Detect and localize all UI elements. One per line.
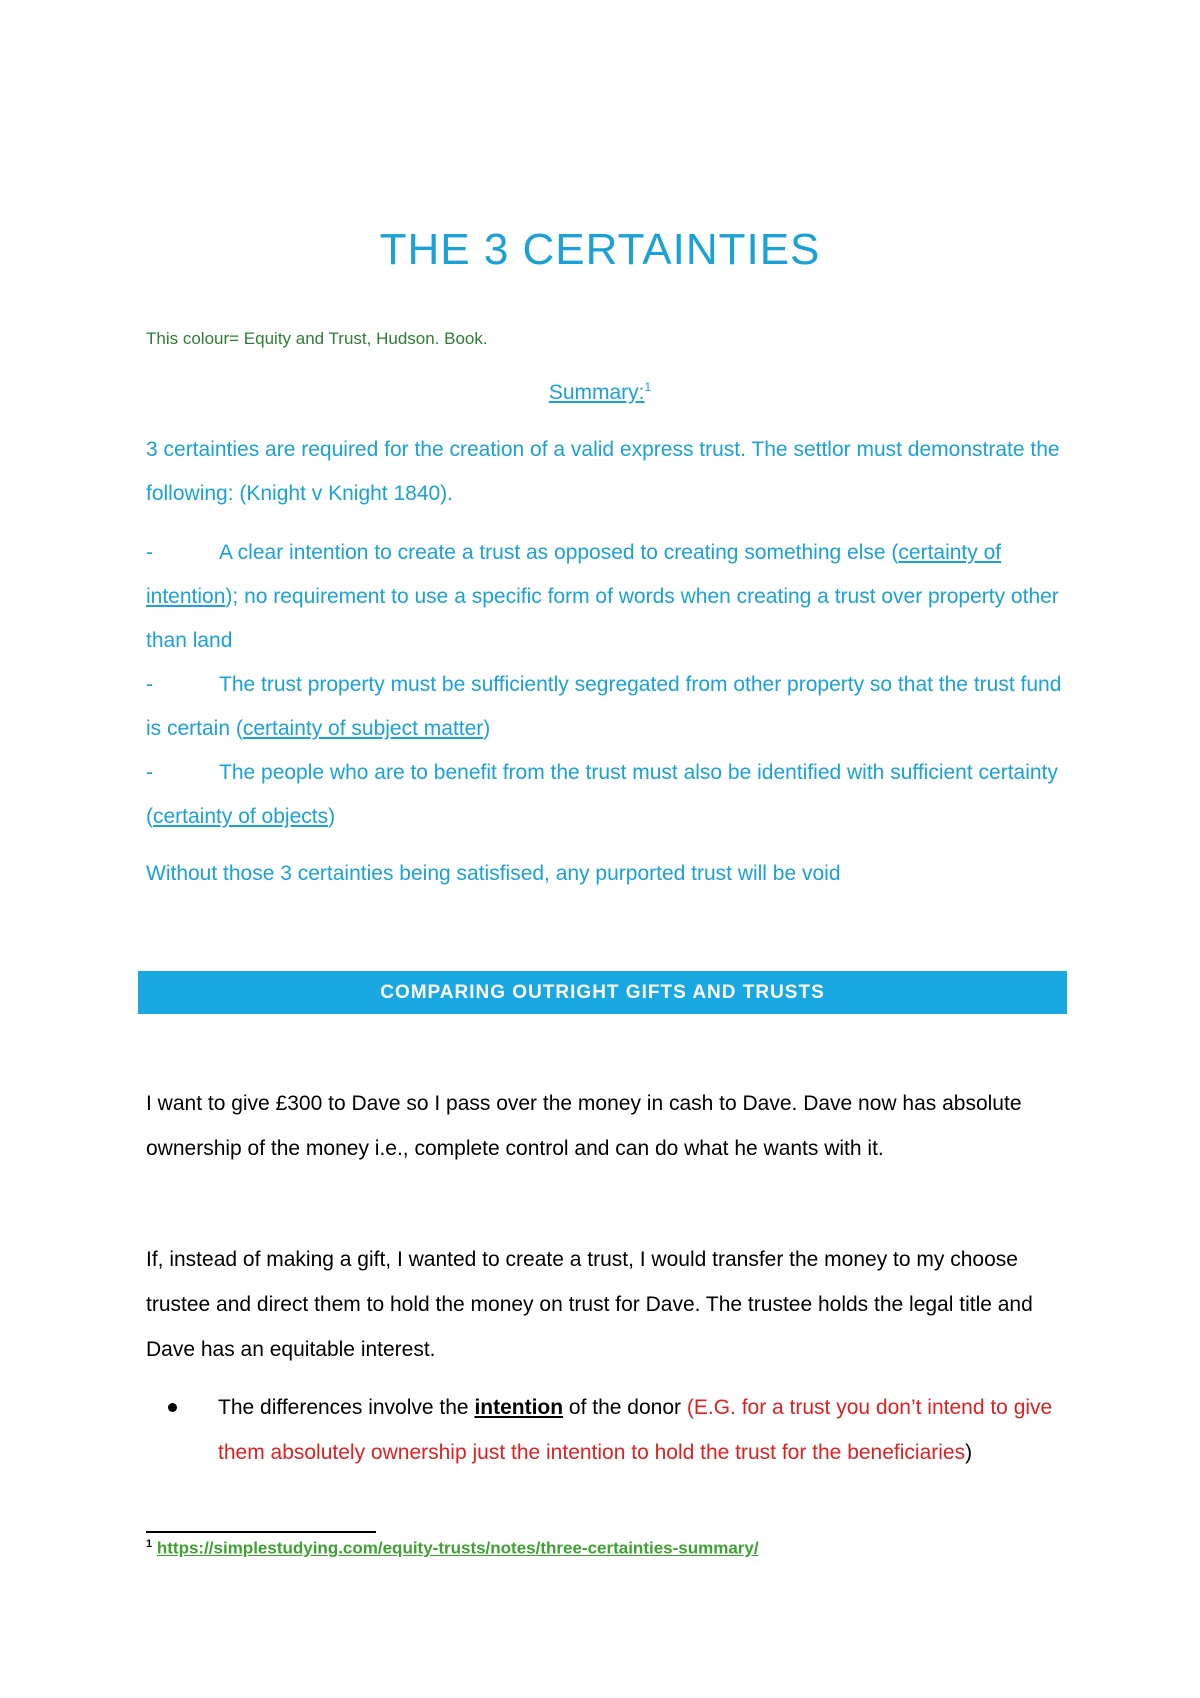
list-item-text: The trust property must be sufficiently segregated from other property so that the trust fund is certain ( [146, 673, 1062, 740]
footnote-number: 1 [146, 1538, 153, 1550]
list-item [146, 531, 1066, 663]
footnote [146, 1538, 759, 1559]
list-item-term: certainty of intention [146, 541, 1002, 608]
list-item-text: ) [328, 805, 336, 828]
page-title: THE 3 CERTAINTIES [379, 225, 821, 274]
list-item-text: ); no requirement to use a specific form of words when creating a trust over property other than land [146, 585, 1059, 652]
footnote-link[interactable]: https://simplestudying.com/equity-trusts/notes/three-certainties-summary/ [156, 1538, 759, 1558]
bullet-dot-icon [168, 1403, 177, 1412]
summary-heading-text: Summary: [548, 381, 645, 404]
trust-paragraph: If, instead of making a gift, I wanted to create a trust, I would transfer the money to my choose trustee and direct them to hold the money on trust for Dave. The trustee holds the legal title and Dave has an equitable interest. [146, 1248, 1033, 1361]
list-item-text: A clear intention to create a trust as opposed to creating something else ( [219, 541, 899, 564]
list-dash: - [146, 673, 153, 696]
list-item-text: The people who are to benefit from the trust must also be identified with sufficient certainty ( [146, 761, 1058, 828]
footnote-ref[interactable]: 1 [644, 380, 652, 394]
bullet-text: The differences involve the [218, 1396, 475, 1419]
list-item-term: certainty of subject matter [242, 717, 484, 740]
section-banner: COMPARING OUTRIGHT GIFTS AND TRUSTS [138, 971, 1067, 1014]
list-dash: - [146, 761, 153, 784]
bullet-text: of the donor [563, 1396, 687, 1419]
list-item [146, 751, 1066, 839]
footnote-separator [146, 1531, 376, 1533]
conclusion-paragraph: Without those 3 certainties being satisfised, any purported trust will be void [146, 862, 841, 885]
intro-paragraph: 3 certainties are required for the creation of a valid express trust. The settlor must demonstrate the following: (Knight v Knight 1840). [146, 438, 1060, 505]
bullet-text: ) [965, 1441, 973, 1464]
list-item-term: certainty of objects [153, 805, 329, 828]
list-item [146, 663, 1066, 751]
bullet-point [182, 1385, 1062, 1475]
list-item-text: ) [483, 717, 491, 740]
bullet-emphasis: intention [474, 1396, 564, 1419]
gift-paragraph: I want to give £300 to Dave so I pass over the money in cash to Dave. Dave now has absolute ownership of the money i.e., complete control and can do what he wants with it. [146, 1092, 1022, 1160]
bullet-point-text [182, 1385, 1062, 1475]
colour-legend-note: This colour= Equity and Trust, Hudson. Book. [146, 329, 488, 348]
certainties-list [146, 531, 1066, 839]
list-dash: - [146, 541, 153, 564]
summary-heading [0, 380, 1200, 405]
bullet-red-note: (E.G. for a trust you don’t intend to give them absolutely ownership just the intention to hold the trust for the beneficiaries [218, 1396, 1053, 1464]
